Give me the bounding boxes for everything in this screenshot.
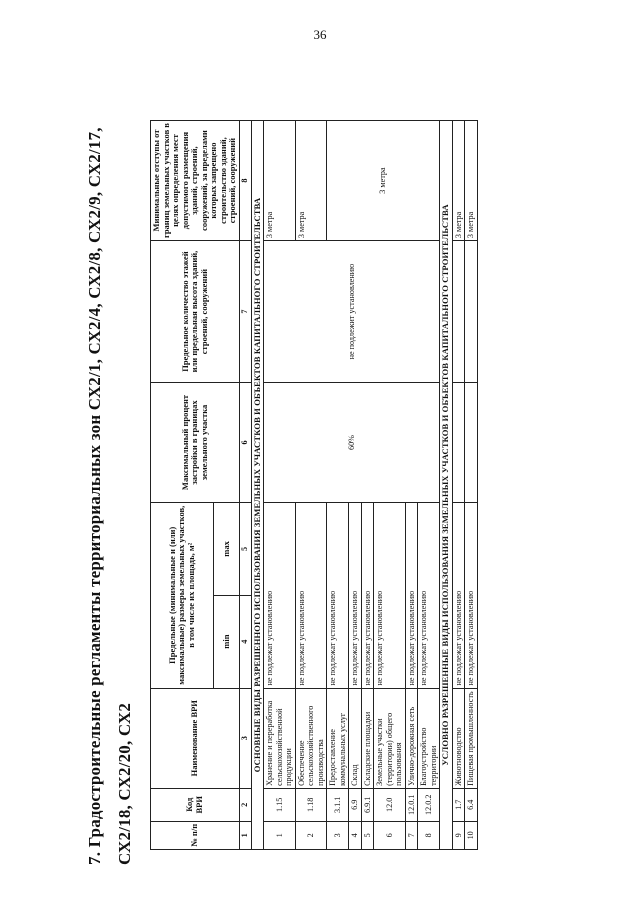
header-floors: Предельное количество этажей или предельная высота зданий, строений, сооружений <box>151 241 240 383</box>
column-number-row <box>239 121 251 850</box>
row-no: 7 <box>405 821 418 849</box>
row-name: Благоустройство территории <box>418 688 440 788</box>
row-no: 1 <box>264 821 296 849</box>
row-name: Обеспечение сельскохозяйственного производства <box>295 688 327 788</box>
header-code: Код ВРИ <box>151 788 240 821</box>
row-code: 3.1.1 <box>327 788 349 821</box>
row-name: Предоставление коммунальных услуг <box>327 688 349 788</box>
section-main-heading: ОСНОВНЫЕ ВИДЫ РАЗРЕШЕННОГО ИСПОЛЬЗОВАНИЯ ЗЕМЕЛЬНЫХ УЧАСТКОВ И ОБЪЕКТОВ КАПИТАЛЬНОГО СТРОИТЕЛЬСТВА <box>251 121 264 850</box>
row-code: 1.7 <box>452 788 465 821</box>
row-no: 8 <box>418 821 440 849</box>
col-num: 1 <box>239 821 251 849</box>
row-sizes: не подлежат установлению <box>374 503 406 689</box>
floors-cell: не подлежит установлению <box>264 241 440 383</box>
row-name: Животноводство <box>452 688 465 788</box>
row-code: 6.4 <box>465 788 478 821</box>
header-row <box>151 121 214 850</box>
section-conditional-heading: УСЛОВНО РАЗРЕШЕННЫЕ ВИДЫ ИСПОЛЬЗОВАНИЯ ЗЕМЕЛЬНЫХ УЧАСТКОВ И ОБЪЕКТОВ КАПИТАЛЬНОГО СТРОИТЕЛЬСТВА <box>440 121 453 850</box>
rotated-page <box>80 80 640 880</box>
row-sizes: не подлежат установлению <box>327 503 349 689</box>
row-code: 12.0 <box>374 788 406 821</box>
section-row-main <box>251 121 264 850</box>
col-num: 3 <box>239 688 251 788</box>
row-floors <box>452 241 465 383</box>
row-sizes: не подлежат установлению <box>295 503 327 689</box>
table-row <box>264 121 296 850</box>
row-setback: 3 метра <box>264 121 296 241</box>
row-code: 1.15 <box>264 788 296 821</box>
row-code: 6.9.1 <box>361 788 374 821</box>
col-num: 8 <box>239 121 251 241</box>
page-number: 36 <box>313 27 327 42</box>
header-percent: Максимальный процент застройки в границах земельного участка <box>151 382 240 502</box>
row-code: 12.0.1 <box>405 788 418 821</box>
row-name: Улично-дорожная сеть <box>405 688 418 788</box>
row-percent <box>452 382 465 502</box>
header-sizes: Предельные (минимальные и (или) максимальные) размеры земельных участков, в том числе их площадь, м² <box>151 503 214 689</box>
header-no: № п/п <box>151 821 240 849</box>
header-setbacks: Минимальные отступы от границ земельных участков в целях определения мест допустимого размещения зданий, строений, сооружений, за пределами которых запрещено строительство зданий, строений, сооружений <box>151 121 240 241</box>
header-min: min <box>214 595 239 688</box>
row-sizes: не подлежат установлению <box>361 503 374 689</box>
row-floors <box>465 241 478 383</box>
row-code: 12.0.2 <box>418 788 440 821</box>
row-no: 6 <box>374 821 406 849</box>
row-setback: 3 метра <box>452 121 465 241</box>
row-code: 1.18 <box>295 788 327 821</box>
row-sizes: не подлежат установлению <box>405 503 418 689</box>
row-percent <box>465 382 478 502</box>
row-setback: 3 метра <box>295 121 327 241</box>
col-num: 2 <box>239 788 251 821</box>
row-name: Хранение и переработка сельскохозяйственной продукции <box>264 688 296 788</box>
row-sizes: не подлежат установлению <box>452 503 465 689</box>
header-name: Наименование ВРИ <box>151 688 240 788</box>
regulations-table <box>150 120 478 850</box>
row-setback: 3 метра <box>465 121 478 241</box>
row-sizes: не подлежат установлению <box>418 503 440 689</box>
row-code: 6.9 <box>349 788 362 821</box>
row-no: 3 <box>327 821 349 849</box>
row-name: Складские площадки <box>361 688 374 788</box>
percent-cell: 60% <box>264 382 440 502</box>
row-name: Земельные участки (территории) общего пользования <box>374 688 406 788</box>
row-no: 5 <box>361 821 374 849</box>
row-sizes: не подлежат установлению <box>465 503 478 689</box>
col-num: 4 <box>239 595 251 688</box>
section-title: 7. Градостроительные регламенты территориальных зон СХ2/1, СХ2/4, СХ2/8, СХ2/9, СХ2/17, СХ2/18, СХ2/20, СХ2 <box>85 127 134 865</box>
col-num: 7 <box>239 241 251 383</box>
header-max: max <box>214 503 239 596</box>
row-sizes: не подлежат установлению <box>264 503 296 689</box>
row-no: 9 <box>452 821 465 849</box>
row-no: 10 <box>465 821 478 849</box>
row-no: 2 <box>295 821 327 849</box>
table-row <box>465 121 478 850</box>
row-name: Пищевая промышленность <box>465 688 478 788</box>
col-num: 5 <box>239 503 251 596</box>
row-setback: 3 метра <box>327 121 440 241</box>
row-name: Склад <box>349 688 362 788</box>
row-sizes: не подлежат установлению <box>349 503 362 689</box>
row-no: 4 <box>349 821 362 849</box>
table-row <box>452 121 465 850</box>
section-row-conditional <box>440 121 453 850</box>
col-num: 6 <box>239 382 251 502</box>
